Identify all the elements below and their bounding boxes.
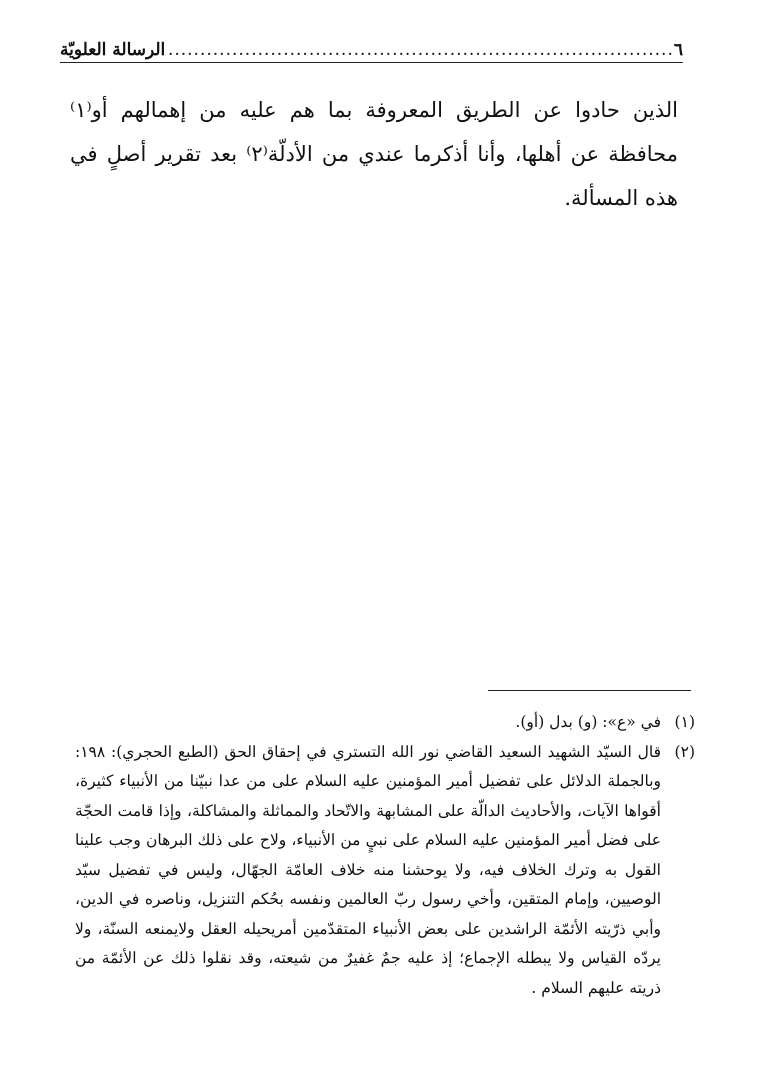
footnote-2 (75, 738, 695, 1004)
running-header (60, 30, 683, 60)
page-number: ٦ (673, 40, 683, 60)
footnote-number: (٢) (674, 742, 695, 761)
footnote-number: (١) (674, 713, 695, 731)
footnotes (75, 708, 695, 1003)
main-text (70, 88, 678, 220)
leader-dots (165, 40, 674, 60)
footnote-1 (75, 708, 695, 738)
footnote-text: قال السيّد الشهيد السعيد القاضي نور الله التستري في إحقاق الحق (الطبع الحجري): ١٩٨: وبالجملة الدلائل على تفضيل أمير المؤمنين عليه السلام على من عدا نبيّنا من الأنبياء كثيرة، أقواها الآيات، والأحاديث الدالّة على المشابهة والاتّحاد والمماثلة والمشاكلة، وإذا قامت الحجّة على فضل أمير المؤمنين عليه السلام على نبيٍ من الأنبياء، ولاح على ذلك البرهان وجب علينا القول به وترك الخلاف فيه، ولا يوحشنا منه خلاف العامّة الجهّال، وليس في تفضيل سيّد الوصيين، وإمام المتقين، وأخي رسول ربّ العالمين ونفسه بحُكم التنزيل، وناصره في الدين، وأبي ذرّيته الأئمّة الراشدين على بعض الأنبياء المتقدّمين أمريحيله العقل ولايمنعه السنّة، ولا يردّه القياس ولا يبطله الإجماع؛ إذ عليه جمٌ غفيرٌ من شيعته، وقد نقلوا ذلك عن الأئمّة من ذريته عليهم السلام . (75, 742, 661, 997)
book-title: الرسالة العلويّة (60, 40, 166, 60)
footnote-text: في «ع»: (و) بدل (أو). (515, 713, 661, 731)
footnote-separator (488, 690, 691, 691)
header-rule (60, 62, 683, 63)
body-paragraph: الذين حادوا عن الطريق المعروفة بما هم عليه من إهمالهم أو⁽١⁾ محافظة عن أهلها، وأنا أذكرما عندي من الأدلّة⁽٢⁾ بعد تقرير أصلٍ في هذه المسألة. (70, 98, 678, 210)
